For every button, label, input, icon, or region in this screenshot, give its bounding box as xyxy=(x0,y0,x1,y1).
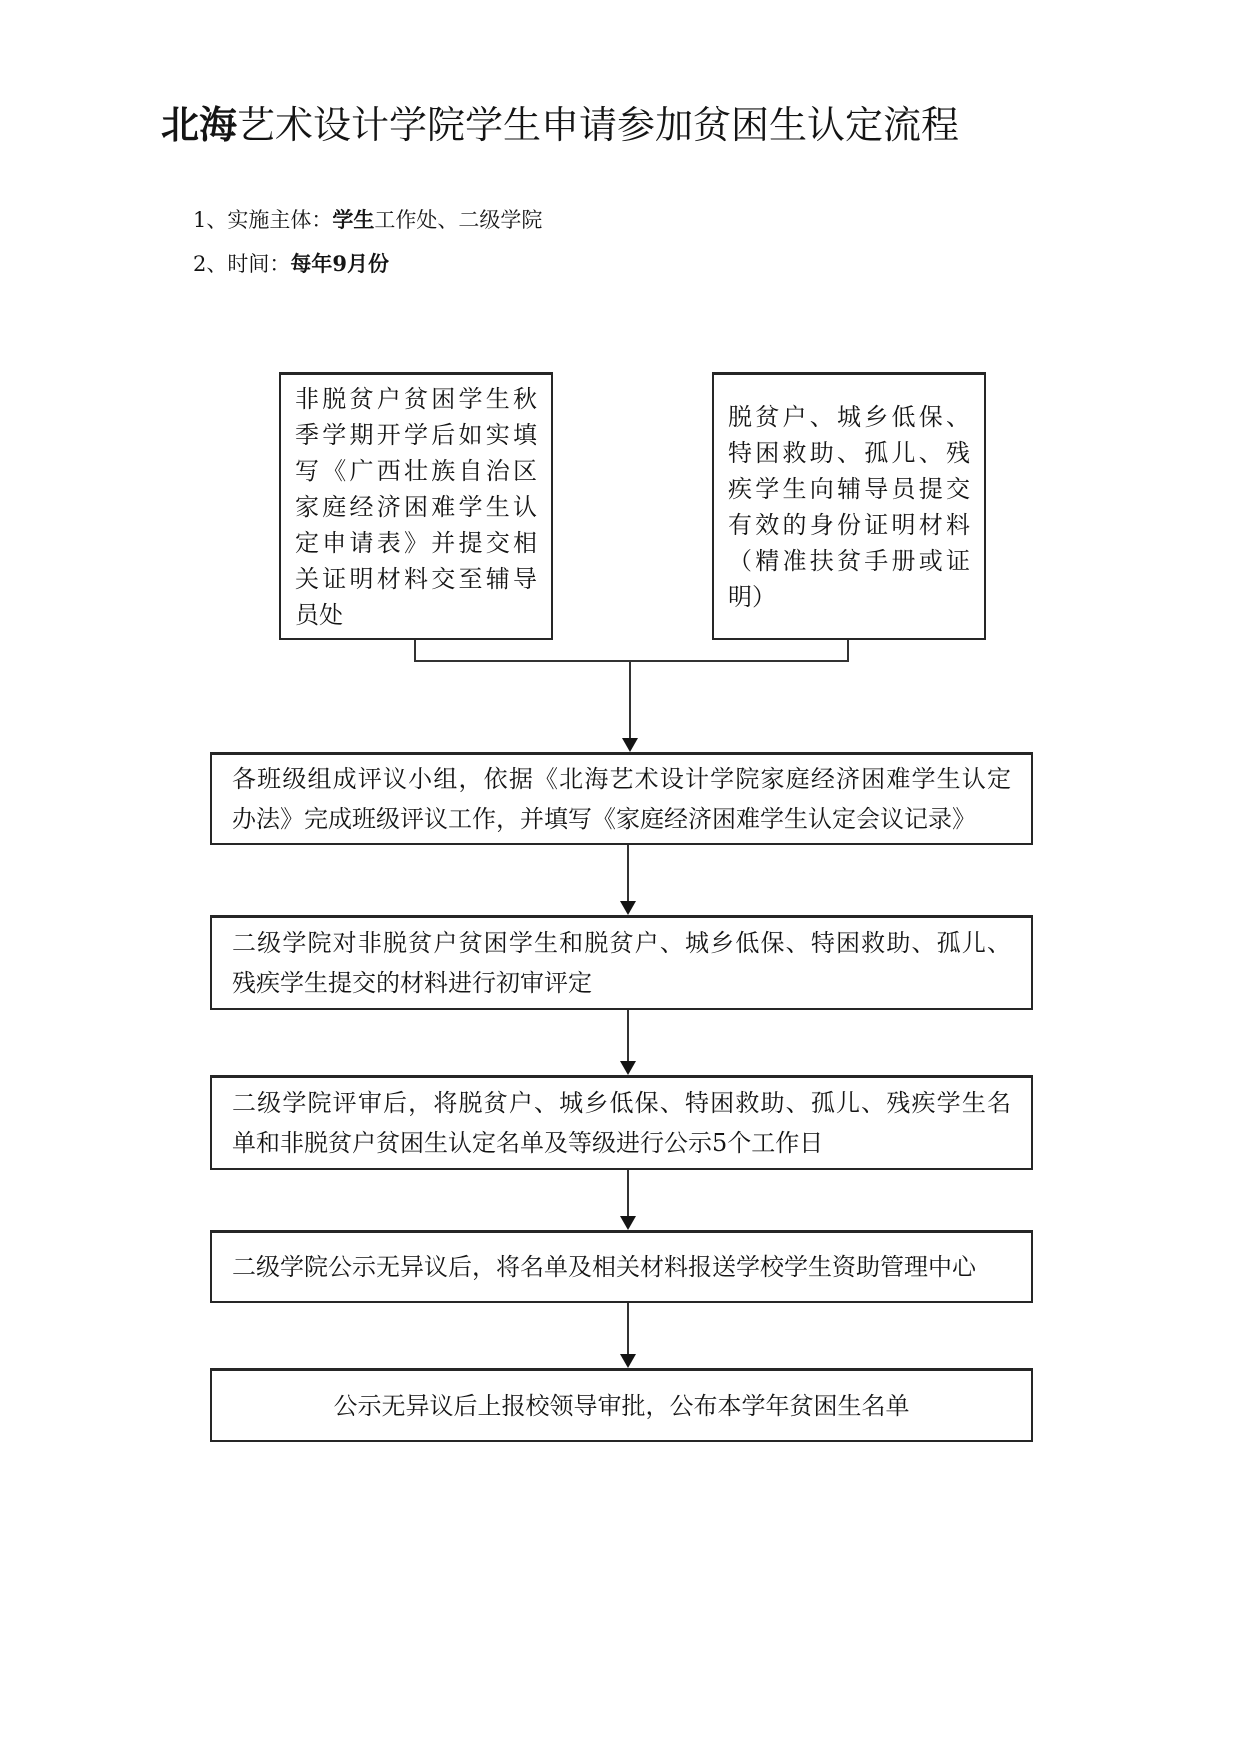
connector-line xyxy=(847,640,849,661)
item-number: 1、 xyxy=(193,208,228,232)
intro-item-time xyxy=(193,249,389,279)
item-bold-text: 每年9月份 xyxy=(290,251,389,276)
box-line: 脱贫户、城乡低保、 xyxy=(728,402,970,431)
flow-arrow-line xyxy=(627,1170,629,1217)
process-box-poverty-relief-students xyxy=(712,372,986,640)
intro-item-implementer xyxy=(193,205,542,235)
box-line: 办法》完成班级评议工作，并填写《家庭经济困难学生认定会议记录》 xyxy=(232,805,976,833)
flow-arrow-line xyxy=(627,1303,629,1355)
box-line: 有效的身份证明材料 xyxy=(728,510,970,539)
item-number: 2、 xyxy=(193,252,228,276)
box-line: 员处 xyxy=(295,600,343,629)
process-box-report-to-aid-center xyxy=(210,1230,1033,1303)
box-line: （精准扶贫手册或证 xyxy=(728,546,970,575)
process-box-leader-approval-publish xyxy=(210,1368,1033,1442)
title-rest: 艺术设计学院学生申请参加贫困生认定流程 xyxy=(237,103,960,147)
down-arrow-icon xyxy=(620,1354,636,1368)
process-box-class-review-group xyxy=(210,752,1033,845)
down-arrow-icon xyxy=(620,901,636,915)
process-box-non-poverty-relief-students xyxy=(279,372,553,640)
connector-line xyxy=(414,640,416,661)
box-line: 特困救助、孤儿、残 xyxy=(728,438,970,467)
box-line: 非脱贫户贫困学生秋 xyxy=(295,384,537,413)
item-bold-text: 学生 xyxy=(332,207,375,232)
title-bold-part: 北海 xyxy=(160,103,237,147)
down-arrow-icon xyxy=(620,1061,636,1075)
box-line: 定申请表》并提交相 xyxy=(295,528,537,557)
flow-arrow-line xyxy=(627,1010,629,1062)
page-title xyxy=(0,100,1120,150)
box-line: 关证明材料交至辅导 xyxy=(295,564,537,593)
box-line: 各班级组成评议小组，依据《北海艺术设计学院家庭经济困难学生认定 xyxy=(232,765,1011,793)
item-rest: 工作处、二级学院 xyxy=(374,208,543,232)
item-label: 实施主体： xyxy=(227,208,333,232)
flow-arrow-line xyxy=(627,845,629,902)
box-line: 疾学生向辅导员提交 xyxy=(728,474,970,503)
box-line: 季学期开学后如实填 xyxy=(295,420,537,449)
box-line: 残疾学生提交的材料进行初审评定 xyxy=(232,969,592,997)
flow-arrow-line xyxy=(629,660,631,739)
box-line: 公示无异议后上报校领导审批，公布本学年贫困生名单 xyxy=(333,1391,910,1420)
box-line: 明） xyxy=(728,582,776,611)
box-line: 单和非脱贫户贫困生认定名单及等级进行公示5个工作日 xyxy=(232,1129,824,1157)
connector-line xyxy=(414,660,849,662)
item-label: 时间： xyxy=(227,252,291,276)
down-arrow-icon xyxy=(620,1216,636,1230)
box-line: 二级学院对非脱贫户贫困学生和脱贫户、城乡低保、特困救助、孤儿、 xyxy=(232,929,1011,957)
box-line: 二级学院评审后，将脱贫户、城乡低保、特困救助、孤儿、残疾学生名 xyxy=(232,1089,1011,1117)
process-box-college-first-review xyxy=(210,915,1033,1010)
process-box-public-notice-5-days xyxy=(210,1075,1033,1170)
box-line: 二级学院公示无异议后，将名单及相关材料报送学校学生资助管理中心 xyxy=(232,1253,976,1281)
box-line: 写《广西壮族自治区 xyxy=(295,456,537,485)
down-arrow-icon xyxy=(622,738,638,752)
box-line: 家庭经济困难学生认 xyxy=(295,492,537,521)
